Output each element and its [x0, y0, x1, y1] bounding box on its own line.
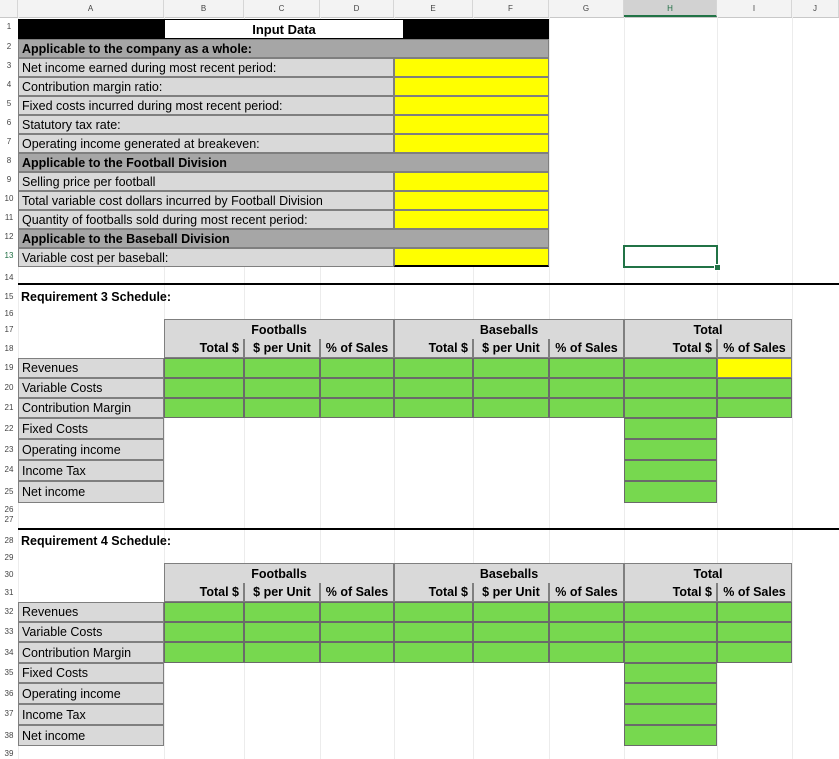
req3-net-income-label: Net income [18, 481, 164, 503]
req3-bb-pct-header: % of Sales [549, 339, 624, 358]
req4-total-cell[interactable] [624, 725, 717, 746]
req4-cell[interactable] [320, 602, 394, 622]
req4-cell[interactable] [394, 642, 473, 663]
req3-fb-pct-header: % of Sales [320, 339, 394, 358]
req4-fb-pct-header: % of Sales [320, 583, 394, 602]
tax-rate-input[interactable] [394, 115, 549, 134]
row-header-9[interactable]: 9 [6, 175, 12, 184]
column-header-h[interactable]: H [624, 0, 717, 17]
req3-fixed-costs-label: Fixed Costs [18, 418, 164, 439]
req3-title: Requirement 3 Schedule: [21, 290, 172, 304]
req3-variable-costs-label: Variable Costs [18, 378, 164, 398]
req4-cell[interactable] [473, 642, 549, 663]
req4-income-tax-label: Income Tax [18, 704, 164, 725]
req4-cell[interactable] [624, 622, 717, 642]
req4-footballs-group: Footballs [164, 563, 394, 583]
selling-price-label: Selling price per football [18, 172, 394, 191]
row-header-34[interactable]: 34 [4, 648, 14, 657]
company-section-header: Applicable to the company as a whole: [18, 39, 549, 58]
row-header-21[interactable]: 21 [4, 403, 14, 412]
req3-fb-per-unit-header: $ per Unit [244, 339, 320, 358]
req4-fixed-costs-label: Fixed Costs [18, 663, 164, 683]
req3-tot-pct-header: % of Sales [717, 339, 792, 358]
req3-cell[interactable] [624, 398, 717, 418]
row-header-18[interactable]: 18 [4, 344, 14, 353]
column-header-g[interactable]: G [549, 0, 624, 17]
row-header-20[interactable]: 20 [4, 383, 14, 392]
req3-bb-per-unit-header: $ per Unit [473, 339, 549, 358]
req3-cell[interactable] [320, 398, 394, 418]
req3-cell[interactable] [624, 358, 717, 378]
row-header-3[interactable]: 3 [6, 61, 12, 70]
req3-cell[interactable] [320, 378, 394, 398]
req3-revenues-label: Revenues [18, 358, 164, 378]
select-all-corner[interactable] [0, 0, 18, 17]
row-header-35[interactable]: 35 [4, 668, 14, 677]
column-header-a[interactable]: A [18, 0, 164, 17]
req3-income-tax-label: Income Tax [18, 460, 164, 481]
row-header-14[interactable]: 14 [4, 273, 14, 282]
row-header-15[interactable]: 15 [4, 292, 14, 301]
var-cost-baseball-label: Variable cost per baseball: [18, 248, 394, 267]
req3-tot-total-header: Total $ [624, 339, 717, 358]
req4-total-cell[interactable] [624, 663, 717, 683]
req4-fb-per-unit-header: $ per Unit [244, 583, 320, 602]
row-header-22[interactable]: 22 [4, 424, 14, 433]
req3-cell[interactable] [244, 358, 320, 378]
row-header-38[interactable]: 38 [4, 731, 14, 740]
fixed-costs-label: Fixed costs incurred during most recent period: [18, 96, 394, 115]
req3-cell[interactable] [717, 378, 792, 398]
row-header-39[interactable]: 39 [4, 749, 14, 758]
input-title-right-fill [404, 19, 549, 39]
req3-total-pct-revenues-cell[interactable] [717, 358, 792, 378]
column-header-b[interactable]: B [164, 0, 244, 17]
req4-cell[interactable] [549, 622, 624, 642]
req3-total-group: Total [624, 319, 792, 339]
req4-baseballs-group: Baseballs [394, 563, 624, 583]
req3-cell[interactable] [164, 358, 244, 378]
row-header-1[interactable]: 1 [6, 22, 12, 31]
req3-footballs-group: Footballs [164, 319, 394, 339]
row-header-4[interactable]: 4 [6, 80, 12, 89]
column-header-j[interactable]: J [792, 0, 839, 17]
req4-operating-income-label: Operating income [18, 683, 164, 704]
req4-cell[interactable] [394, 622, 473, 642]
req3-cell[interactable] [473, 378, 549, 398]
qty-footballs-input[interactable] [394, 210, 549, 229]
req3-fb-total-header: Total $ [164, 339, 244, 358]
req3-contribution-margin-label: Contribution Margin [18, 398, 164, 418]
req4-cell[interactable] [164, 622, 244, 642]
req4-tot-total-header: Total $ [624, 583, 717, 602]
req4-cell[interactable] [320, 642, 394, 663]
req3-cell[interactable] [394, 378, 473, 398]
req4-net-income-label: Net income [18, 725, 164, 746]
total-variable-cost-input[interactable] [394, 191, 549, 210]
req4-cell[interactable] [717, 642, 792, 663]
req3-cell[interactable] [164, 378, 244, 398]
row-header-19[interactable]: 19 [4, 363, 14, 372]
req4-tot-pct-header: % of Sales [717, 583, 792, 602]
req3-baseballs-group: Baseballs [394, 319, 624, 339]
req4-total-group: Total [624, 563, 792, 583]
req3-cell[interactable] [624, 378, 717, 398]
row-header-8[interactable]: 8 [6, 156, 12, 165]
req4-title: Requirement 4 Schedule: [21, 534, 172, 548]
gridline [792, 17, 793, 759]
column-header-e[interactable]: E [394, 0, 473, 17]
row-header-2[interactable]: 2 [6, 42, 12, 51]
row-header-7[interactable]: 7 [6, 137, 12, 146]
req3-total-cell[interactable] [624, 481, 717, 503]
row-header-37[interactable]: 37 [4, 709, 14, 718]
tax-rate-label: Statutory tax rate: [18, 115, 394, 134]
req4-cell[interactable] [624, 602, 717, 622]
row-header-6[interactable]: 6 [6, 118, 12, 127]
req4-cell[interactable] [394, 602, 473, 622]
fixed-costs-input[interactable] [394, 96, 549, 115]
input-data-title: Input Data [164, 19, 404, 39]
row-header-28[interactable]: 28 [4, 536, 14, 545]
req3-cell[interactable] [549, 358, 624, 378]
row-header-27[interactable]: 27 [4, 515, 14, 524]
section-divider [18, 528, 839, 530]
req4-cell[interactable] [717, 622, 792, 642]
row-header-29[interactable]: 29 [4, 553, 14, 562]
req3-cell[interactable] [394, 398, 473, 418]
row-header-17[interactable]: 17 [4, 325, 14, 334]
req4-bb-per-unit-header: $ per Unit [473, 583, 549, 602]
net-income-label: Net income earned during most recent period: [18, 58, 394, 77]
req3-total-cell[interactable] [624, 439, 717, 460]
selling-price-input[interactable] [394, 172, 549, 191]
row-header-12[interactable]: 12 [4, 232, 14, 241]
req4-total-cell[interactable] [624, 704, 717, 725]
row-header-5[interactable]: 5 [6, 99, 12, 108]
cm-ratio-input[interactable] [394, 77, 549, 96]
req4-revenues-label: Revenues [18, 602, 164, 622]
req4-cell[interactable] [473, 622, 549, 642]
req4-cell[interactable] [320, 622, 394, 642]
req3-total-cell[interactable] [624, 460, 717, 481]
req3-cell[interactable] [473, 358, 549, 378]
req4-cell[interactable] [549, 642, 624, 663]
row-header-30[interactable]: 30 [4, 570, 14, 579]
football-section-header: Applicable to the Football Division [18, 153, 549, 172]
req4-variable-costs-label: Variable Costs [18, 622, 164, 642]
row-header-36[interactable]: 36 [4, 689, 14, 698]
req3-cell[interactable] [244, 398, 320, 418]
row-header-16[interactable]: 16 [4, 309, 14, 318]
row-header-26[interactable]: 26 [4, 505, 14, 514]
fill-handle[interactable] [714, 264, 721, 271]
row-header-10[interactable]: 10 [4, 194, 14, 203]
column-header-bar [0, 0, 839, 18]
var-cost-baseball-input[interactable] [394, 248, 549, 267]
active-cell-h13[interactable] [623, 245, 718, 268]
net-income-input[interactable] [394, 58, 549, 77]
column-header-c[interactable]: C [244, 0, 320, 17]
qty-footballs-label: Quantity of footballs sold during most recent period: [18, 210, 394, 229]
row-header-23[interactable]: 23 [4, 445, 14, 454]
req4-fb-total-header: Total $ [164, 583, 244, 602]
req4-bb-pct-header: % of Sales [549, 583, 624, 602]
req4-total-cell[interactable] [624, 683, 717, 704]
req4-cell[interactable] [244, 602, 320, 622]
req4-cell[interactable] [717, 602, 792, 622]
op-income-breakeven-input[interactable] [394, 134, 549, 153]
column-header-i[interactable]: I [717, 0, 792, 17]
row-header-33[interactable]: 33 [4, 627, 14, 636]
req4-contribution-margin-label: Contribution Margin [18, 642, 164, 663]
req3-total-cell[interactable] [624, 418, 717, 439]
row-header-32[interactable]: 32 [4, 607, 14, 616]
row-header-31[interactable]: 31 [4, 588, 14, 597]
cm-ratio-label: Contribution margin ratio: [18, 77, 394, 96]
req4-cell[interactable] [624, 642, 717, 663]
req3-cell[interactable] [320, 358, 394, 378]
req3-cell[interactable] [549, 378, 624, 398]
req3-operating-income-label: Operating income [18, 439, 164, 460]
column-header-d[interactable]: D [320, 0, 394, 17]
req4-cell[interactable] [164, 642, 244, 663]
row-header-13[interactable]: 13 [4, 251, 14, 260]
total-variable-cost-label: Total variable cost dollars incurred by Football Division [18, 191, 394, 210]
row-header-25[interactable]: 25 [4, 487, 14, 496]
req3-cell[interactable] [394, 358, 473, 378]
req4-cell[interactable] [244, 642, 320, 663]
req3-bb-total-header: Total $ [394, 339, 473, 358]
row-header-24[interactable]: 24 [4, 465, 14, 474]
req3-cell[interactable] [473, 398, 549, 418]
req4-cell[interactable] [244, 622, 320, 642]
req3-cell[interactable] [549, 398, 624, 418]
req4-cell[interactable] [164, 602, 244, 622]
req4-cell[interactable] [473, 602, 549, 622]
row-header-11[interactable]: 11 [4, 213, 14, 222]
req4-bb-total-header: Total $ [394, 583, 473, 602]
op-income-breakeven-label: Operating income generated at breakeven: [18, 134, 394, 153]
section-divider [18, 283, 839, 285]
input-title-left-fill [18, 19, 164, 39]
column-header-f[interactable]: F [473, 0, 549, 17]
req3-cell[interactable] [717, 398, 792, 418]
req4-cell[interactable] [549, 602, 624, 622]
req3-cell[interactable] [164, 398, 244, 418]
baseball-section-header: Applicable to the Baseball Division [18, 229, 549, 248]
req3-cell[interactable] [244, 378, 320, 398]
